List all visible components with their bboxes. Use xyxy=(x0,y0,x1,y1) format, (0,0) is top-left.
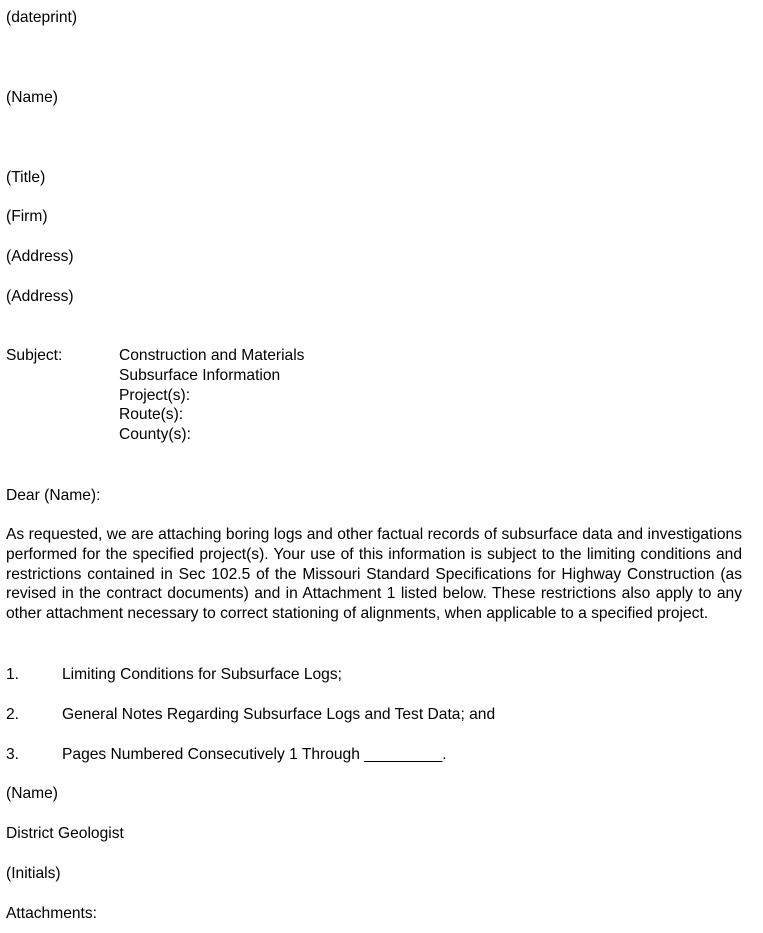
subject-line: County(s): xyxy=(119,426,191,444)
attachments-label: Attachments: xyxy=(6,905,98,922)
list-item xyxy=(6,665,342,685)
list-item xyxy=(6,745,447,765)
signature-name: (Name) xyxy=(6,785,58,802)
list-item-number: 2. xyxy=(6,706,20,723)
list-item-text: General Notes Regarding Subsurface Logs and Test Data; and xyxy=(62,706,496,723)
signature-position: District Geologist xyxy=(6,825,124,842)
list-item-text: Pages Numbered Consecutively 1 Through _________. xyxy=(62,746,447,763)
recipient-title: (Title) xyxy=(6,169,46,186)
recipient-address-2: (Address) xyxy=(6,288,74,305)
subject-label: Subject: xyxy=(6,347,63,364)
recipient-name: (Name) xyxy=(6,89,58,106)
subject-line: Route(s): xyxy=(119,406,184,424)
subject-line: Project(s): xyxy=(119,386,191,404)
subject-block xyxy=(119,346,304,445)
recipient-firm: (Firm) xyxy=(6,208,48,225)
date-placeholder: (dateprint) xyxy=(6,9,78,26)
list-item-number: 3. xyxy=(6,746,20,763)
body-paragraph: As requested, we are attaching boring logs and other factual records of subsurface data and investigations performed for the specified project(s). Your use of this information is subject to the limiting conditions and restrictions contained in Sec 102.5 of the Missouri Standard Specifications for Highway Construction (as revised in the contract documents) and in Attachment 1 listed below. These restrictions also apply to any other attachment necessary to correct stationing of alignments, when applicable to a specified project. xyxy=(6,526,742,623)
salutation: Dear (Name): xyxy=(6,487,101,504)
list-item-text: Limiting Conditions for Subsurface Logs; xyxy=(62,666,342,683)
subject-line: Subsurface Information xyxy=(119,366,281,384)
subject-line: Construction and Materials xyxy=(119,347,305,364)
list-item-number: 1. xyxy=(6,666,20,683)
list-item xyxy=(6,705,495,725)
recipient-address-1: (Address) xyxy=(6,248,74,265)
signature-initials: (Initials) xyxy=(6,865,61,882)
